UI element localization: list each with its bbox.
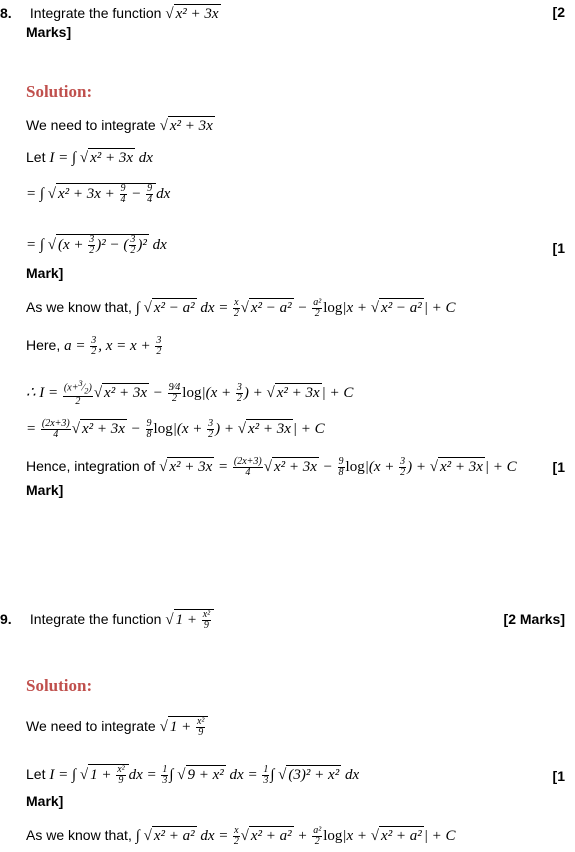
- q8-need-expr: √ x² + 3x: [159, 118, 213, 134]
- q9-let-expr: I = ∫ √ 1 + $\frac{\text{x²}}{9}$ dx = $\frac{1}{3}$ ∫ √ 9 + x² dx = $\frac{1}{3}$ ∫ √ (3)² + x² dx: [49, 764, 360, 786]
- q8-let-expr: I = ∫ √ x² + 3x dx: [49, 150, 153, 166]
- q8-formula-line: [26, 298, 456, 319]
- q9-need-text: We need to integrate: [26, 717, 156, 734]
- q8-marks-a: [2: [552, 4, 565, 20]
- q9-formula-line: [26, 826, 456, 847]
- q9-mark1-a: [1: [552, 768, 565, 784]
- q9-let-line: [26, 764, 359, 786]
- q8-solution-heading: Solution:: [26, 82, 93, 101]
- q9-let-text: Let: [26, 765, 46, 782]
- q8-here-line: [26, 336, 163, 357]
- q8-step2: = ∫ √ (x + $\frac{3}{2}$ )² − ( $\frac{3}{2}$ )² dx: [26, 234, 167, 256]
- q9-marks: [2 Marks]: [503, 611, 565, 627]
- q9-formula: ∫ √ x² + a² dx = $\frac{x}{2}$ √ x² + a² + $\frac{\text{a²}}{2}$ log|x + √ x² + a² | + C: [135, 825, 456, 848]
- q8-mark1-b: Mark]: [26, 265, 64, 281]
- q9-need-expr: √ 1 + $\frac{\text{x²}}{9}$: [160, 719, 209, 735]
- q9-heading: [0, 609, 214, 631]
- q8-hence-expr: √ x² + 3x = $\frac{(2x+3)}{4}$ √ x² + 3x − $\frac{9}{8}$ log|(x + $\frac{3}{2}$ ) + √ x² + 3x | + C: [159, 456, 517, 479]
- q9-prompt: Integrate the function: [29, 610, 162, 627]
- q8-let-line: [26, 148, 153, 167]
- q8-need-line: [26, 116, 215, 135]
- q9-mark1-b: Mark]: [26, 793, 64, 809]
- q8-here-expr: a = $\frac{3}{2}$ , x = x + $\frac{3}{2}$: [64, 335, 162, 358]
- q8-formula: ∫ √ x² − a² dx = $\frac{x}{2}$ √ x² − a² − $\frac{\text{a²}}{2}$ log|x + √ x² − a² | + C: [135, 297, 456, 320]
- q8-mark1-a: [1: [552, 240, 565, 256]
- q8-formula-intro: As we know that,: [26, 299, 132, 315]
- q8-need-text: We need to integrate: [26, 117, 156, 133]
- q8-step1: = ∫ √ x² + 3x + $\frac{9}{4}$ − $\frac{9}{4}$ dx: [26, 183, 171, 205]
- q8-let-text: Let: [26, 149, 46, 165]
- q9-formula-intro: As we know that,: [26, 827, 132, 843]
- q8-hence-line: [26, 457, 517, 478]
- q9-solution-heading: Solution:: [26, 676, 93, 695]
- q8-mark2-b: Mark]: [26, 482, 64, 498]
- q8-expr: √ x² + 3x: [165, 6, 219, 22]
- q8-hence-text: Hence, integration of: [26, 458, 156, 474]
- q8-mark2-a: [1: [552, 459, 565, 475]
- q9-number: 9.: [0, 610, 12, 627]
- q8-marks-b: Marks]: [26, 24, 72, 40]
- q8-number: 8.: [0, 5, 12, 21]
- q8-here-text: Here,: [26, 337, 61, 353]
- q8-heading: [0, 4, 221, 23]
- q9-expr: √ 1 + $\frac{\text{x²}}{9}$: [165, 612, 214, 628]
- q8-prompt: Integrate the function: [29, 5, 162, 21]
- q9-need-line: [26, 716, 208, 738]
- q8-therefore: ∴ I = $\frac{(x+^3⁄_2)}{2}$ √ x² + 3x − $\frac{9⁄4}{2}$ log|(x + $\frac{3}{2}$ ) + √ x² + 3x | + C: [26, 379, 354, 408]
- q8-simplify: = $\frac{(2x+3)}{4}$ √ x² + 3x − $\frac{9}{8}$ log|(x + $\frac{3}{2}$ ) + √ x² + 3x | + C: [26, 418, 325, 441]
